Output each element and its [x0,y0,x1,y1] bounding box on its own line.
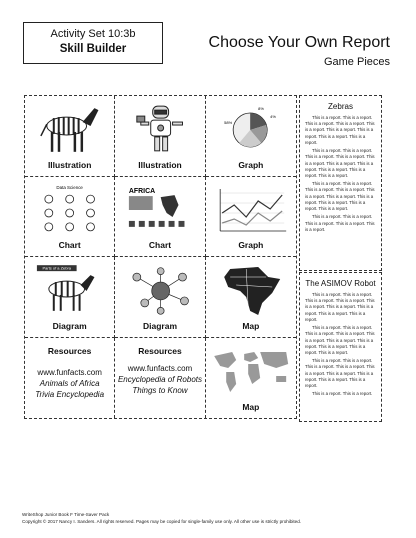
piece-pie-graph [206,96,296,177]
graph-slice-label: 58% [223,120,232,125]
piece-label: Map [242,320,260,331]
diagram-heading: Parts of a Zebra [42,265,71,271]
resource-book: Trivia Encyclopedia [35,390,105,400]
piece-resources-robots [115,338,205,419]
piece-label: Illustration [138,159,182,170]
piece-zebra-illustration [25,96,115,177]
piece-world-map [206,338,296,419]
resources-heading: Resources [138,345,182,356]
africa-chart-icon [115,183,204,237]
resource-book: Encyclopedia of Robots [117,374,203,384]
resources-heading: Resources [47,345,92,356]
report-body [300,111,381,233]
line-graph-icon [206,183,296,237]
resource-book: Animals of Africa [39,378,100,388]
report-paragraph: This is a report. This is a report. This is a report. This is a report. This is a report. [305,214,375,232]
chart-heading: Data Science [56,184,83,190]
report-card-asimov [299,272,382,422]
report-paragraph: This is a report. This is a report. This is a report. This is a report. This is a report. This is a report. This is a report. This is a report. This is a report. [305,292,375,322]
page-subtitle: Game Pieces [323,56,390,68]
piece-cluster-diagram [115,257,205,338]
piece-label: Chart [148,240,172,250]
activity-set-label: Activity Set 10:3b [50,28,136,40]
report-paragraph: This is a report. This is a report. This is a report. This is a report. This is a report. This is a report. This is a report. This is a report. This is a report. [305,358,375,389]
data-science-chart-icon [25,183,114,237]
report-paragraph: This is a report. This is a report. This is a report. This is a report. This is a report. This is a report. This is a report. This is a report. This is a report. This is a report. [305,181,375,212]
resource-book: Things to Know [132,386,188,396]
report-paragraph: This is a report. This is a report. This is a report. This is a report. This is a report. This is a report. This is a report. This is a report. This is a report. [305,115,375,145]
footer-copyright: Copyright © 2017 Nancy I. Sanders. All rights reserved. Pages may be copied for single-family use only. All other use is strictly prohibited. [22,519,302,525]
page-title: Choose Your Own Report [208,34,390,51]
zebra-diagram-icon [25,263,114,317]
piece-resources-animals [25,338,115,419]
page-footer [22,512,301,526]
report-card-zebras [299,95,382,271]
chart-heading: AFRICA [129,187,156,195]
report-paragraph: This is a report. This is a report. This is a report. This is a report. This is a report. This is a report. This is a report. This is a report. This is a report. This is a report. [305,148,375,178]
piece-label: Graph [238,159,264,170]
cluster-diagram-icon [115,263,204,317]
graph-slice-label: 4% [269,114,276,119]
piece-robot-illustration [115,96,205,177]
piece-label: Graph [238,240,264,250]
report-body [300,288,381,398]
robot-illustration-icon [115,102,204,156]
graph-slice-label: 8% [257,106,264,111]
piece-line-graph [206,177,296,258]
report-paragraph: This is a report. This is a report. [312,391,373,397]
piece-label: Map [242,402,260,412]
pie-chart-icon [206,102,296,156]
zebra-illustration-icon [25,102,114,156]
piece-science-chart [25,177,115,258]
piece-africa-map [206,257,296,338]
activity-set-box [23,22,163,64]
piece-africa-chart [115,177,205,258]
footer-source: WriteShop Junior Book F Time-Saver Pack [22,512,110,518]
piece-label: Diagram [52,320,87,331]
resource-url: www.funfacts.com [127,363,193,373]
piece-label: Illustration [47,159,92,170]
game-pieces-grid [24,95,297,419]
resource-url: www.funfacts.com [37,367,102,377]
africa-map-icon [206,263,296,317]
report-title: Zebras [328,102,353,111]
piece-zebra-diagram [25,257,115,338]
world-map-icon [206,344,296,398]
piece-label: Diagram [142,320,177,331]
report-title: The ASIMOV Robot [305,279,376,288]
report-paragraph: This is a report. This is a report. This is a report. This is a report. This is a report. This is a report. This is a report. This is a report. This is a report. This is a report. [305,325,375,355]
piece-label: Chart [58,240,81,250]
skill-builder-label: Skill Builder [59,43,127,55]
